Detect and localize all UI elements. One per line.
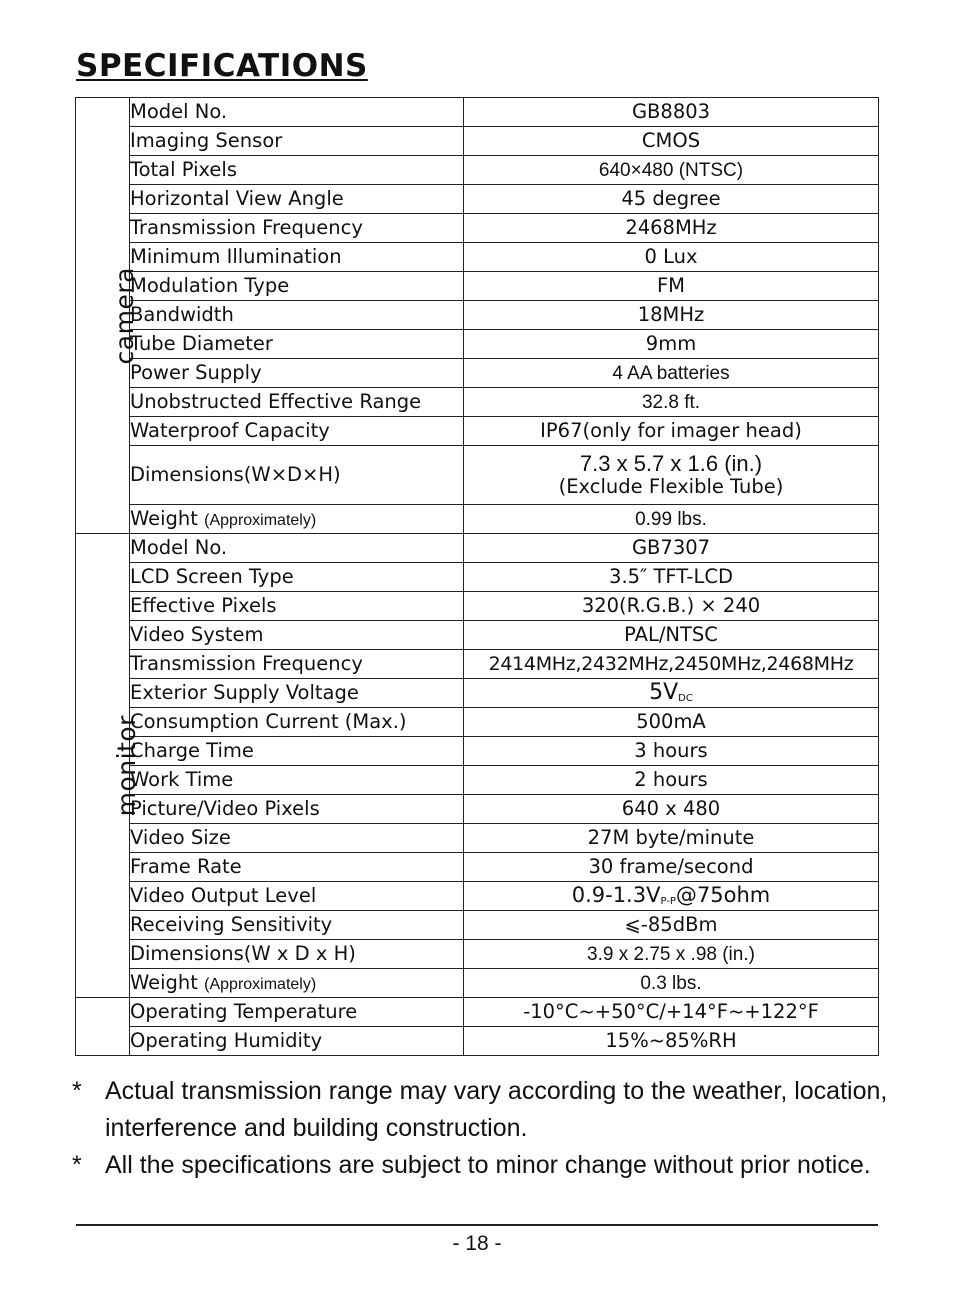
table-row (76, 911, 879, 940)
dimensions-note: (Exclude Flexible Tube) (558, 475, 784, 499)
spec-label: Dimensions(W×D×H) (130, 446, 464, 505)
spec-label: Charge Time (130, 737, 464, 766)
specifications-table (75, 97, 879, 1056)
environment-section-label (76, 998, 130, 1056)
table-row (76, 330, 879, 359)
table-row (76, 737, 879, 766)
table-row (76, 853, 879, 882)
table-row (76, 969, 879, 998)
spec-label: Picture/Video Pixels (130, 795, 464, 824)
spec-value: $0.9-1.3V_{P-P}@75ohm$ (464, 882, 879, 911)
table-row (76, 563, 879, 592)
spec-label: Unobstructed Effective Range (130, 388, 464, 417)
spec-value: 0.3 lbs. (464, 969, 879, 998)
dimensions-value: 7.3 x 5.7 x 1.6 (in.) (579, 451, 763, 477)
spec-label: Operating Humidity (130, 1027, 464, 1056)
table-row (76, 98, 879, 127)
spec-label: Modulation Type (130, 272, 464, 301)
table-row (76, 185, 879, 214)
spec-label: LCD Screen Type (130, 563, 464, 592)
spec-value: 45 degree (464, 185, 879, 214)
spec-label: Waterproof Capacity (130, 417, 464, 446)
spec-label: Consumption Current (Max.) (130, 708, 464, 737)
spec-value: IP67(only for imager head) (464, 417, 879, 446)
asterisk-marker: * (72, 1151, 82, 1179)
table-row (76, 301, 879, 330)
spec-label: Model No. (130, 534, 464, 563)
table-row (76, 214, 879, 243)
spec-value: 4 AA batteries (464, 359, 879, 388)
table-row (76, 127, 879, 156)
spec-value: PAL/NTSC (464, 621, 879, 650)
spec-value: 640 x 480 (464, 795, 879, 824)
spec-label: Effective Pixels (130, 592, 464, 621)
table-row (76, 766, 879, 795)
spec-label: Model No. (130, 98, 464, 127)
spec-label: Weight (Approximately) (130, 505, 464, 534)
spec-label: Horizontal View Angle (130, 185, 464, 214)
table-row (76, 882, 879, 911)
spec-value: FM (464, 272, 879, 301)
spec-value: GB8803 (464, 98, 879, 127)
asterisk-marker: * (72, 1077, 82, 1105)
page-title: SPECIFICATIONS (76, 48, 368, 84)
spec-label: Minimum Illumination (130, 243, 464, 272)
table-row (76, 708, 879, 737)
spec-value: 2414MHz,2432MHz,2450MHz,2468MHz (464, 650, 879, 679)
table-row (76, 272, 879, 301)
spec-value: 320(R.G.B.) × 240 (464, 592, 879, 621)
spec-value: 500mA (464, 708, 879, 737)
footnote (72, 1073, 902, 1147)
page-number: - 18 - (452, 1232, 502, 1255)
table-row (76, 998, 879, 1027)
spec-value: $5V_{DC}$ (464, 679, 879, 708)
table-row (76, 795, 879, 824)
spec-value: -10°C~+50°C/+14°F~+122°F (464, 998, 879, 1027)
spec-value: 0.99 lbs. (464, 505, 879, 534)
spec-label: Operating Temperature (130, 998, 464, 1027)
table-row (76, 940, 879, 969)
spec-value: 15%~85%RH (464, 1027, 879, 1056)
spec-label: Bandwidth (130, 301, 464, 330)
spec-value: 3.5″ TFT-LCD (464, 563, 879, 592)
spec-label: Tube Diameter (130, 330, 464, 359)
spec-label: Dimensions(W x D x H) (130, 940, 464, 969)
spec-label: Imaging Sensor (130, 127, 464, 156)
spec-label: Video System (130, 621, 464, 650)
table-row (76, 446, 879, 505)
footnote-text: Actual transmission range may vary according to the weather, location, interference and building construction. (105, 1077, 888, 1142)
spec-value: 640×480 (NTSC) (464, 156, 879, 185)
spec-value: CMOS (464, 127, 879, 156)
table-row (76, 824, 879, 853)
spec-value: GB7307 (464, 534, 879, 563)
spec-value: 2468MHz (464, 214, 879, 243)
table-row (76, 534, 879, 563)
spec-label: Receiving Sensitivity (130, 911, 464, 940)
spec-value: 32.8 ft. (464, 388, 879, 417)
spec-label: Total Pixels (130, 156, 464, 185)
spec-value: 18MHz (464, 301, 879, 330)
spec-value: 9mm (464, 330, 879, 359)
camera-section-label: camera (76, 98, 130, 534)
footer-divider (76, 1224, 878, 1226)
footnote (72, 1147, 902, 1184)
table-row (76, 388, 879, 417)
spec-label: Frame Rate (130, 853, 464, 882)
spec-label: Weight (Approximately) (130, 969, 464, 998)
spec-label: Transmission Frequency (130, 214, 464, 243)
table-row (76, 243, 879, 272)
spec-label: Work Time (130, 766, 464, 795)
table-row (76, 679, 879, 708)
spec-value (464, 446, 879, 505)
footnotes (72, 1073, 902, 1184)
table-row (76, 156, 879, 185)
spec-label: Video Size (130, 824, 464, 853)
table-row (76, 1027, 879, 1056)
spec-value: 27M byte/minute (464, 824, 879, 853)
spec-label: Exterior Supply Voltage (130, 679, 464, 708)
spec-label: Transmission Frequency (130, 650, 464, 679)
table-row (76, 417, 879, 446)
table-row (76, 359, 879, 388)
footnote-text: All the specifications are subject to minor change without prior notice. (105, 1151, 871, 1179)
spec-value: ⩽-85dBm (464, 911, 879, 940)
table-row (76, 505, 879, 534)
table-row (76, 621, 879, 650)
spec-label: Video Output Level (130, 882, 464, 911)
table-row (76, 650, 879, 679)
spec-value: 3 hours (464, 737, 879, 766)
table-row (76, 592, 879, 621)
spec-label: Power Supply (130, 359, 464, 388)
monitor-section-label: monitor (76, 534, 130, 998)
spec-value: 0 Lux (464, 243, 879, 272)
spec-value: 30 frame/second (464, 853, 879, 882)
spec-value: 3.9 x 2.75 x .98 (in.) (464, 940, 879, 969)
spec-value: 2 hours (464, 766, 879, 795)
